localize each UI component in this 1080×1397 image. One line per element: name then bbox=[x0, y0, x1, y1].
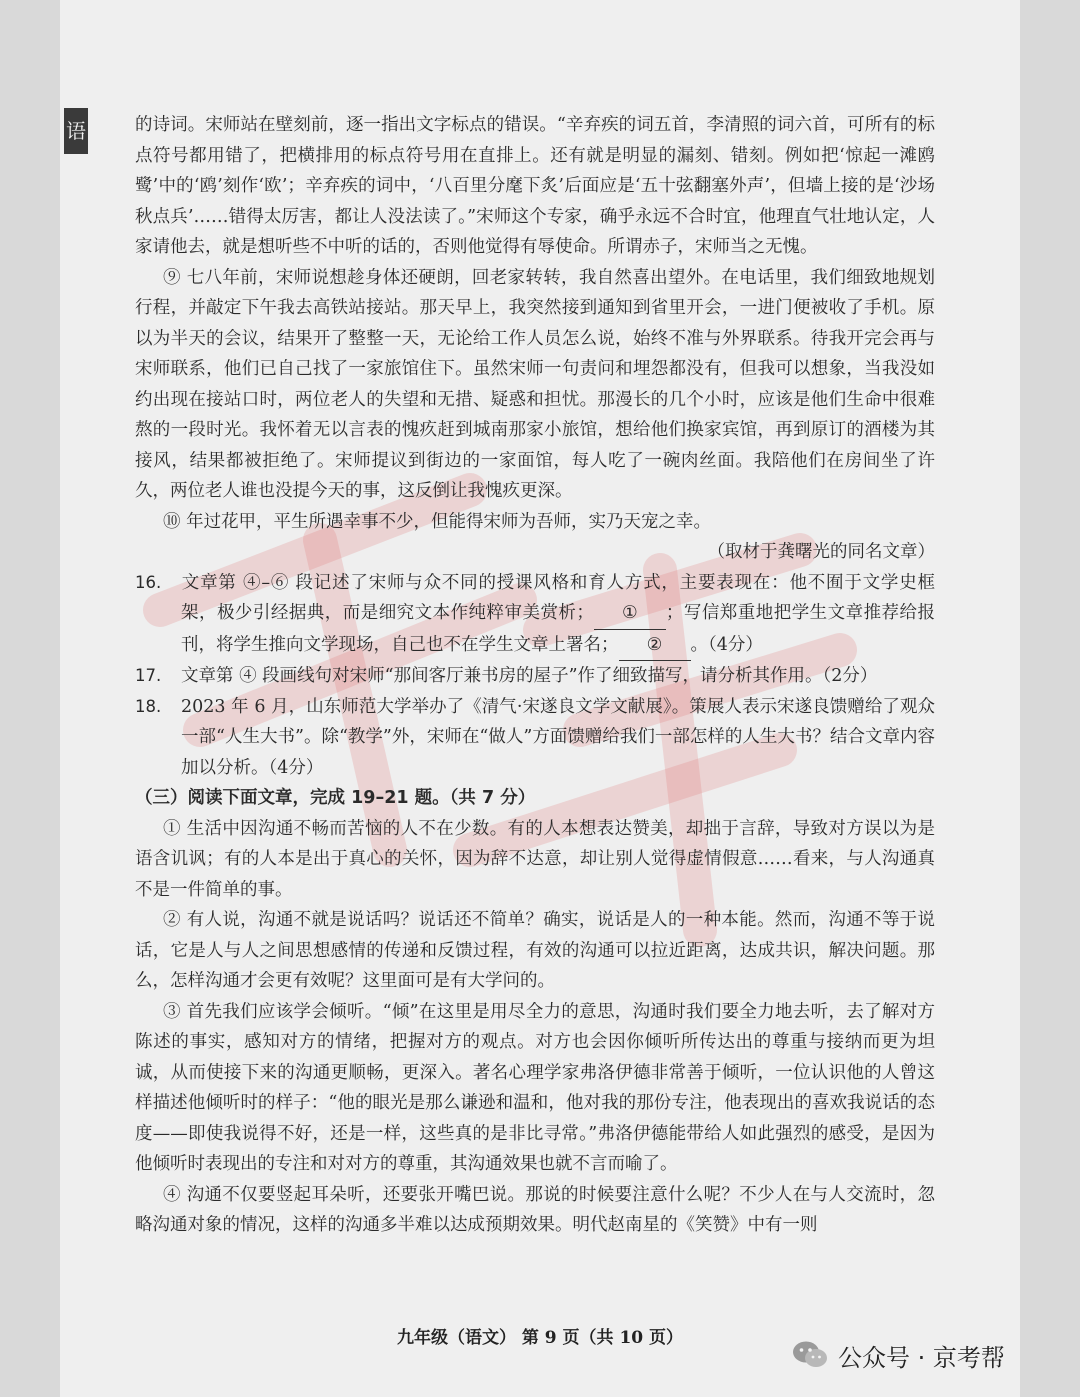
article-paragraph-3: ③ 首先我们应该学会倾听。“倾”在这里是用尽全力的意思，沟通时我们要全力地去听，去了解对方陈述的事实，感知对方的情绪，把握对方的观点。对方也会因你倾听所传达出的尊重与接纳而更为坦诚，从而使接下来的沟通更顺畅，更深入。著名心理学家弗洛伊德非常善于倾听，一位认识他的人曾这样描述他倾听时的样子：“他的眼光是那么谦逊和温和，他对我的那份专注，他表现出的喜欢我说话的态度——即使我说得不好，还是一样，这些真的是非比寻常。”弗洛伊德能带给人如此强烈的感受，是因为他倾听时表现出的专注和对对方的尊重，其沟通效果也就不言而喻了。 bbox=[135, 1001, 935, 1174]
question-17 bbox=[135, 661, 935, 692]
question-number: 17. bbox=[135, 666, 162, 685]
article-paragraph-1: ① 生活中因沟通不畅而苦恼的人不在少数。有的人本想表达赞美，却拙于言辞，导致对方误以为是语含讥讽；有的人本是出于真心的关怀，因为辞不达意，却让别人觉得虚情假意……看来，与人沟通真不是一件简单的事。 bbox=[135, 818, 935, 900]
question-16-text-a: 文章第 ④–⑥ 段记述了宋师与众不同的授课风格和育人方式，主要表现在：他不囿于文学史框架，极少引经据典，而是细究文本作纯粹审美赏析； bbox=[181, 572, 935, 623]
source-note: （取材于龚曙光的同名文章） bbox=[707, 542, 935, 562]
question-number: 16. bbox=[135, 572, 162, 592]
article-paragraph-2: ② 有人说，沟通不就是说话吗？说话还不简单？确实，说话是人的一种本能。然而，沟通不等于说话，它是人与人之间思想感情的传递和反馈过程，有效的沟通可以拉近距离，达成共识，解决问题。那么，怎样沟通才会更有效呢？这里面可是有大学问的。 bbox=[135, 910, 935, 991]
question-16-text-b: ；写信郑重地把学生文章推荐给报刊，将学生推向文学现场，自己也不在学生文章上署名； bbox=[181, 603, 936, 655]
answer-blank-2[interactable]: ② bbox=[619, 630, 691, 662]
question-number: 18. bbox=[135, 696, 162, 716]
wechat-watermark bbox=[792, 1335, 1005, 1375]
paragraph-9: ⑨ 七八年前，宋师说想趁身体还硬朗，回老家转转，我自然喜出望外。在电话里，我们细致地规划行程，并敲定下午我去高铁站接站。那天早上，我突然接到通知到省里开会，一进门便被收了手机。原以为半天的会议，结果开了整整一天，无论给工作人员怎么说，始终不准与外界联系。待我开完会再与宋师联系，他们已自己找了一家旅馆住下。虽然宋师一句责问和埋怨都没有，但我可以想象，当我没如约出现在接站口时，两位老人的失望和无措、疑惑和担忧。那漫长的几个小时，应该是他们生命中很难熬的一段时光。我怀着无以言表的愧疚赶到城南那家小旅馆，想给他们换家宾馆，再到原订的酒楼为其接风，结果都被拒绝了。宋师提议到街边的一家面馆，每人吃了一碗肉丝面。我陪他们在房间坐了许久，两位老人谁也没提今天的事，这反倒让我愧疚更深。 bbox=[135, 267, 935, 501]
article-paragraph-4: ④ 沟通不仅要竖起耳朵听，还要张开嘴巴说。那说的时候要注意什么呢？不少人在与人交流时，忽略沟通对象的情况，这样的沟通多半难以达成预期效果。明代赵南星的《笑赞》中有一则 bbox=[135, 1184, 935, 1235]
question-18 bbox=[135, 692, 935, 784]
paragraph-10: ⑩ 年过花甲，平生所遇幸事不少，但能得宋师为吾师，实乃天宠之幸。 bbox=[163, 511, 712, 532]
paragraph-continued: 的诗词。宋师站在壁刻前，逐一指出文字标点的错误。“辛弃疾的词五首，李清照的词六首，可所有的标点符号都用错了，把横排用的标点符号用在直排上。还有就是明显的漏刻、错刻。例如把‘惊起一滩鸥鹭’中的‘鸥’刻作‘欧’；辛弃疾的词中，‘八百里分麾下炙’后面应是‘五十弦翻塞外声’，但墙上接的是‘沙场秋点兵’……错得太厉害，都让人没法读了。”宋师这个专家，确乎永远不合时宜，他理直气壮地认定，人家请他去，就是想听些不中听的话的，否则他觉得有辱使命。所谓赤子，宋师当之无愧。 bbox=[135, 115, 935, 257]
wechat-label: 公众号 · 京考帮 bbox=[838, 1343, 1005, 1372]
question-17-text: 文章第 ④ 段画线句对宋师“那间客厅兼书房的屋子”作了细致描写，请分析其作用。（2分） bbox=[181, 666, 878, 686]
section-three-heading: （三）阅读下面文章，完成 19–21 题。（共 7 分） bbox=[135, 788, 536, 808]
main-content bbox=[135, 110, 935, 1241]
question-18-text: 2023 年 6 月，山东师范大学举办了《清气·宋遂良文学文献展》。策展人表示宋遂良馈赠给了观众一部“人生大书”。除“教学”外，宋师在“做人”方面馈赠给我们一部怎样的人生大书？结合文章内容加以分析。（4分） bbox=[181, 696, 935, 778]
page-footer: 九年级（语文） 第 9 页（共 10 页） bbox=[396, 1328, 684, 1348]
question-16 bbox=[135, 568, 935, 662]
subject-tab: 语 bbox=[64, 108, 88, 154]
wechat-icon bbox=[792, 1339, 828, 1371]
answer-blank-1[interactable]: ① bbox=[594, 598, 666, 630]
question-16-text-c: 。（4分） bbox=[690, 634, 763, 655]
